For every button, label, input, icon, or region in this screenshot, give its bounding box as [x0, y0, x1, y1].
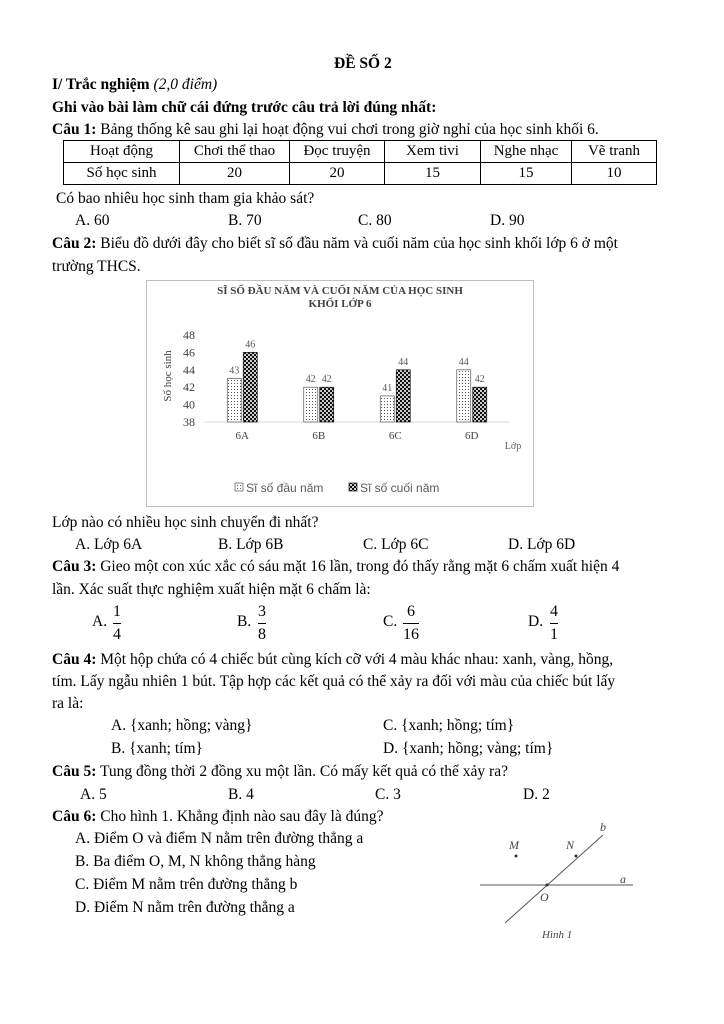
- bar-6A-series-2: [243, 352, 257, 422]
- bar-6D-series-1: [457, 370, 471, 422]
- point-n: [575, 855, 578, 858]
- q3-text-line2: lần. Xác suất thực nghiệm xuất hiện mặt 6 chấm là:: [52, 581, 371, 598]
- figure-1: [470, 815, 640, 950]
- q1-option-b: B. 70: [228, 212, 262, 229]
- bar-chart: [146, 280, 534, 507]
- q5-option-d: D. 2: [523, 786, 550, 803]
- legend-label-start: Sĩ số đầu năm: [246, 481, 324, 495]
- q4-text-line1: Câu 4: Một hộp chứa có 4 chiếc bút cùng kích cỡ với 4 màu khác nhau: xanh, vàng, hồng,: [52, 651, 614, 668]
- table-cell: 20: [290, 163, 385, 185]
- q1-text: Câu 1: Bảng thống kê sau ghi lại hoạt động vui chơi trong giờ nghỉ của học sinh khối 6.: [52, 121, 599, 138]
- section-points: (2,0 điểm): [153, 76, 218, 93]
- data-label: 42: [321, 374, 332, 386]
- chart-title-line2: KHỐI LỚP 6: [308, 298, 372, 310]
- fraction-numerator: 3: [258, 603, 266, 620]
- bar-6D-series-2: [473, 387, 487, 422]
- fraction-denominator: 8: [258, 626, 266, 643]
- table-row: [64, 163, 657, 185]
- y-tick-label: 48: [183, 328, 195, 342]
- q1-option-a: A. 60: [75, 212, 110, 229]
- q5-option-a: A. 5: [80, 786, 107, 803]
- fraction-numerator: 1: [113, 603, 121, 620]
- table-cell: Chơi thể thao: [180, 141, 290, 163]
- q3-option-d-fraction: [550, 603, 558, 644]
- data-label: 42: [474, 374, 485, 386]
- data-label: 44: [458, 356, 469, 368]
- y-tick-label: 44: [183, 362, 195, 377]
- q4-text-line2: tím. Lấy ngẫu nhiên 1 bút. Tập hợp các kết quả có thể xảy ra đối với màu của chiếc bút lấy: [52, 673, 616, 690]
- x-tick-label: 6D: [465, 430, 479, 442]
- table-cell: 15: [385, 163, 481, 185]
- section-heading: [52, 76, 217, 94]
- section-label: I/ Trắc nghiệm: [52, 76, 150, 93]
- legend-swatch-start: [235, 483, 243, 491]
- x-axis-label: Lớp: [504, 441, 522, 452]
- x-tick-label: 6C: [388, 430, 402, 442]
- q4-option-b: B. {xanh; tím}: [111, 740, 203, 757]
- q3-option-b-letter: B.: [237, 613, 252, 630]
- q3-option-c-fraction: [403, 603, 419, 644]
- y-tick-label: 40: [183, 397, 195, 412]
- table-cell: Số học sinh: [64, 163, 180, 185]
- point-m: [515, 855, 518, 858]
- fraction-denominator: 4: [113, 626, 121, 643]
- table-row: [64, 141, 657, 163]
- data-label: 44: [398, 356, 409, 368]
- bar-6B-series-1: [304, 387, 318, 422]
- y-tick-label: 38: [183, 415, 195, 429]
- q6-text: Câu 6: Cho hình 1. Khẳng định nào sau đây là đúng?: [52, 808, 384, 825]
- figure-caption: Hình 1: [542, 929, 573, 941]
- data-label: 43: [229, 365, 240, 377]
- q3-option-a-letter: A.: [92, 613, 108, 630]
- q1-table: [63, 140, 657, 185]
- table-cell: Hoạt động: [64, 141, 180, 163]
- x-tick-label: 6A: [235, 430, 249, 442]
- data-label: 42: [305, 374, 316, 386]
- q2-option-b: B. Lớp 6B: [218, 536, 284, 553]
- chart-title-line1: SĨ SỐ ĐẦU NĂM VÀ CUỐI NĂM CỦA HỌC SINH: [217, 285, 463, 297]
- q1-option-c: C. 80: [358, 212, 392, 229]
- q2-option-a: A. Lớp 6A: [75, 536, 143, 553]
- table-cell: Đọc truyện: [290, 141, 385, 163]
- legend-label-end: Sĩ số cuối năm: [360, 481, 440, 495]
- q4-option-d: D. {xanh; hồng; vàng; tím}: [383, 740, 554, 757]
- label-m: M: [509, 838, 519, 852]
- y-axis-label: Số học sinh: [162, 350, 174, 402]
- fraction-numerator: 4: [550, 603, 558, 620]
- line-b: [505, 835, 603, 923]
- q1-option-d: D. 90: [490, 212, 525, 229]
- q6-option-d: D. Điểm N nằm trên đường thẳng a: [75, 899, 295, 916]
- point-o: [546, 884, 549, 887]
- fraction-denominator: 1: [550, 626, 558, 643]
- data-label: 41: [382, 382, 393, 394]
- q3-option-b-fraction: [258, 603, 266, 644]
- label-a: a: [620, 872, 626, 886]
- q5-option-c: C. 3: [375, 786, 401, 803]
- legend-swatch-end: [349, 483, 357, 491]
- q3-text-line1: Câu 3: Gieo một con xúc xắc có sáu mặt 16 lần, trong đó thấy rằng mặt 6 chấm xuất hiện 4: [52, 558, 620, 575]
- x-tick-label: 6B: [312, 430, 326, 442]
- label-o: O: [540, 890, 549, 904]
- q2-text-line1: Câu 2: Biểu đồ dưới đây cho biết sĩ số đầu năm và cuối năm của học sinh khối lớp 6 ở một: [52, 235, 618, 252]
- table-cell: 15: [481, 163, 572, 185]
- table-cell: 20: [180, 163, 290, 185]
- q6-option-b: B. Ba điểm O, M, N không thẳng hàng: [75, 853, 316, 870]
- y-tick-label: 42: [183, 380, 195, 395]
- q2-question: Lớp nào có nhiều học sinh chuyển đi nhất?: [52, 514, 319, 531]
- label-b: b: [600, 820, 606, 834]
- q2-option-d: D. Lớp 6D: [508, 536, 576, 553]
- table-cell: Vẽ tranh: [572, 141, 657, 163]
- q6-option-a: A. Điểm O và điểm N nằm trên đường thẳng a: [75, 830, 364, 847]
- fraction-denominator: 16: [403, 626, 419, 643]
- q3-option-d-letter: D.: [528, 613, 544, 630]
- q4-option-c: C. {xanh; hồng; tím}: [383, 717, 515, 734]
- q4-option-a: A. {xanh; hồng; vàng}: [111, 717, 253, 734]
- table-cell: 10: [572, 163, 657, 185]
- q3-option-c-letter: C.: [383, 613, 398, 630]
- y-tick-label: 46: [183, 345, 195, 360]
- bar-6B-series-2: [320, 387, 334, 422]
- data-label: 46: [245, 339, 256, 351]
- bar-6C-series-2: [396, 370, 410, 422]
- instruction: Ghi vào bài làm chữ cái đứng trước câu trả lời đúng nhất:: [52, 99, 437, 116]
- fraction-numerator: 6: [407, 603, 415, 620]
- table-cell: Nghe nhạc: [481, 141, 572, 163]
- q5-option-b: B. 4: [228, 786, 254, 803]
- q4-text-line3: ra là:: [52, 695, 84, 712]
- label-n: N: [566, 838, 575, 852]
- q5-text: Câu 5: Tung đồng thời 2 đồng xu một lần. Có mấy kết quả có thể xảy ra?: [52, 763, 508, 780]
- bar-6A-series-1: [227, 379, 241, 423]
- q2-option-c: C. Lớp 6C: [363, 536, 429, 553]
- q2-text-line2: trường THCS.: [52, 258, 141, 275]
- q1-question: Có bao nhiêu học sinh tham gia khảo sát?: [56, 190, 315, 207]
- bar-6C-series-1: [380, 396, 394, 422]
- table-cell: Xem tivi: [385, 141, 481, 163]
- q3-option-a-fraction: [113, 603, 121, 644]
- q6-option-c: C. Điểm M nằm trên đường thẳng b: [75, 876, 298, 893]
- page-title: ĐỀ SỐ 2: [334, 55, 392, 72]
